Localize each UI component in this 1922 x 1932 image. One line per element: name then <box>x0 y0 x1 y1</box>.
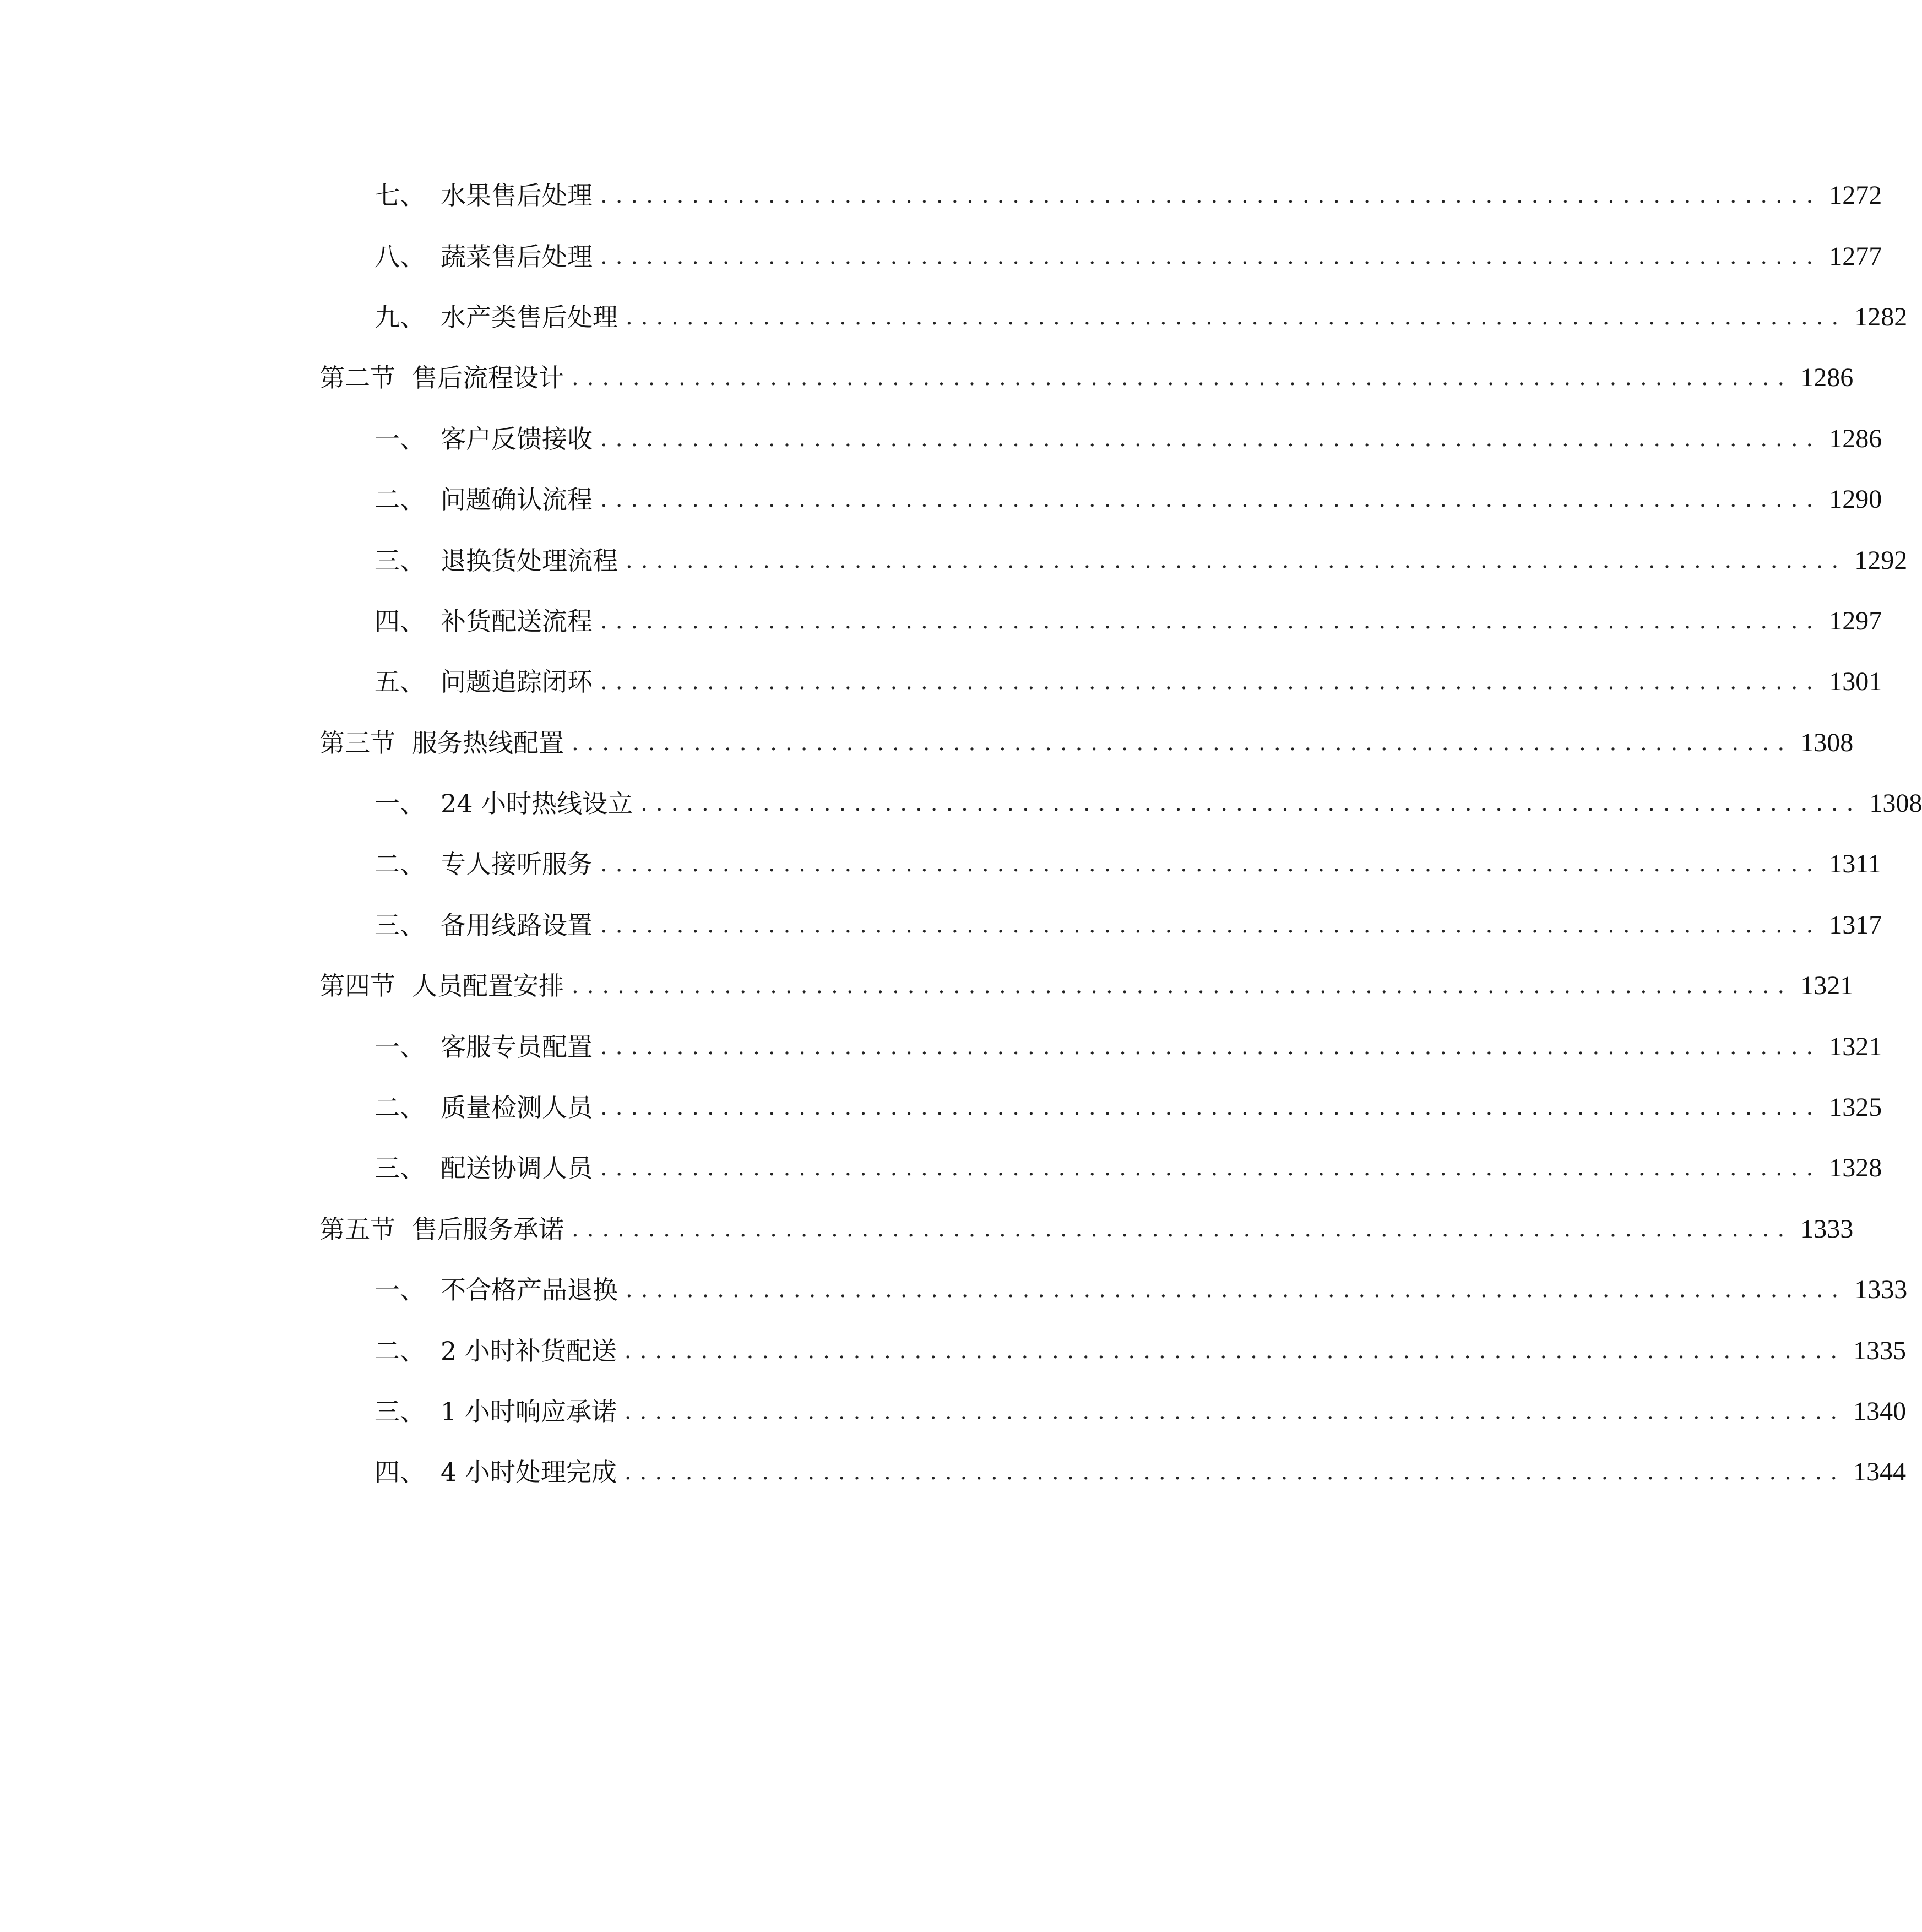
toc-page-number: 1272 <box>1829 181 1882 210</box>
toc-entry-number: 九、 <box>374 302 425 332</box>
toc-entry-title: 蔬菜售后处理 <box>441 241 593 272</box>
toc-entry-number: 三、 <box>374 545 425 576</box>
dot-leader: ................................................................................ <box>600 912 1822 938</box>
table-of-contents <box>0 165 1922 1503</box>
toc-section-title: 售后服务承诺 <box>412 1214 564 1244</box>
toc-entry-label <box>374 910 593 940</box>
toc-section-title: 人员配置安排 <box>412 971 564 1001</box>
dot-leader: ................................................................................ <box>624 1399 1846 1424</box>
toc-entry[interactable] <box>0 1138 1882 1198</box>
toc-entry-number: 一、 <box>374 1275 425 1305</box>
toc-entry-title: 客户反馈接收 <box>441 424 593 454</box>
toc-entry-label <box>374 1277 618 1303</box>
toc-page-number: 1344 <box>1853 1457 1907 1487</box>
toc-entry-label <box>374 241 593 272</box>
toc-page-number: 1277 <box>1829 241 1882 271</box>
toc-entry[interactable] <box>0 1381 1907 1442</box>
toc-section-entry[interactable] <box>0 348 1854 408</box>
toc-page-number: 1292 <box>1854 545 1908 575</box>
dot-leader: ................................................................................ <box>600 851 1822 877</box>
toc-entry-number: 一、 <box>374 789 425 819</box>
toc-section-number: 第五节 <box>319 1214 395 1244</box>
toc-entry-number: 三、 <box>374 1153 425 1184</box>
dot-leader: ................................................................................ <box>624 1459 1846 1485</box>
toc-section-entry[interactable] <box>0 1199 1854 1260</box>
dot-leader: ................................................................................ <box>600 1095 1822 1121</box>
toc-page-number: 1301 <box>1829 667 1882 697</box>
toc-entry-label <box>374 1153 593 1184</box>
toc-entry-label <box>374 789 633 819</box>
toc-entry[interactable] <box>0 591 1882 652</box>
toc-page-number: 1308 <box>1800 728 1854 757</box>
toc-entry[interactable] <box>0 226 1882 286</box>
dot-leader: ................................................................................ <box>640 791 1862 817</box>
toc-section-entry[interactable] <box>0 713 1854 773</box>
toc-entry-number: 二、 <box>374 1093 425 1123</box>
dot-leader: ................................................................................ <box>626 304 1847 330</box>
toc-entry-title: 退换货处理流程 <box>441 545 618 576</box>
dot-leader: ................................................................................ <box>572 365 1793 391</box>
toc-entry-number: 二、 <box>374 849 425 880</box>
toc-entry-label <box>319 363 564 393</box>
toc-entry[interactable] <box>0 1077 1882 1138</box>
toc-entry-title: 水产类售后处理 <box>441 302 618 332</box>
dot-leader: ................................................................................ <box>600 669 1822 695</box>
toc-entry-number: 三、 <box>374 910 425 940</box>
toc-entry[interactable] <box>0 773 1922 834</box>
toc-entry-number: 三、 <box>374 1397 425 1426</box>
toc-entry-number: 二、 <box>374 1336 425 1366</box>
toc-entry-label <box>374 1093 593 1123</box>
dot-leader: ................................................................................ <box>626 1277 1847 1303</box>
toc-entry[interactable] <box>0 1442 1907 1502</box>
toc-entry-label <box>374 849 593 880</box>
toc-section-entry[interactable] <box>0 956 1854 1016</box>
dot-leader: ................................................................................ <box>572 730 1793 756</box>
dot-leader: ................................................................................ <box>624 1338 1846 1364</box>
toc-entry[interactable] <box>0 895 1882 956</box>
toc-entry[interactable] <box>0 409 1882 469</box>
toc-entry-title: 2 小时补货配送 <box>441 1336 617 1366</box>
toc-entry-title: 1 小时响应承诺 <box>441 1397 617 1426</box>
toc-entry-number: 七、 <box>374 181 425 211</box>
toc-entry-number: 一、 <box>374 1032 425 1062</box>
toc-page-number: 1335 <box>1853 1336 1907 1365</box>
toc-entry-label <box>374 302 618 332</box>
toc-entry-label <box>374 426 593 452</box>
toc-entry-number: 二、 <box>374 485 425 515</box>
toc-page-number: 1321 <box>1829 1032 1882 1061</box>
toc-entry-title: 4 小时处理完成 <box>441 1457 617 1488</box>
toc-page-number: 1333 <box>1800 1214 1854 1244</box>
toc-page-number: 1286 <box>1800 363 1854 393</box>
toc-entry[interactable] <box>0 1260 1908 1320</box>
toc-page-number: 1321 <box>1800 971 1854 1001</box>
dot-leader: ................................................................................ <box>600 243 1822 269</box>
toc-entry-title: 24 小时热线设立 <box>441 789 633 819</box>
toc-page-number: 1333 <box>1854 1275 1908 1305</box>
toc-entry-title: 备用线路设置 <box>441 910 593 940</box>
toc-entry[interactable] <box>0 1320 1907 1381</box>
toc-page-number: 1286 <box>1829 424 1882 453</box>
toc-entry[interactable] <box>0 165 1882 226</box>
toc-page-number: 1282 <box>1854 302 1908 332</box>
toc-entry-title: 不合格产品退换 <box>441 1275 618 1305</box>
toc-entry-number: 八、 <box>374 241 425 272</box>
toc-entry-label <box>374 606 593 636</box>
toc-entry-title: 客服专员配置 <box>441 1032 593 1062</box>
dot-leader: ................................................................................ <box>600 1034 1822 1060</box>
toc-page-number: 1297 <box>1829 606 1882 636</box>
dot-leader: ................................................................................ <box>600 608 1822 634</box>
toc-entry[interactable] <box>0 530 1908 590</box>
toc-page-number: 1340 <box>1853 1397 1907 1426</box>
toc-entry-title: 问题确认流程 <box>441 485 593 515</box>
toc-section-title: 售后流程设计 <box>412 363 564 393</box>
toc-entry-label <box>319 1214 564 1244</box>
toc-entry-label <box>319 730 564 756</box>
dot-leader: ................................................................................ <box>600 426 1822 452</box>
toc-section-title: 服务热线配置 <box>412 728 564 758</box>
toc-entry[interactable] <box>0 652 1882 712</box>
dot-leader: ................................................................................ <box>600 1155 1822 1181</box>
toc-section-number: 第二节 <box>319 363 395 393</box>
toc-section-number: 第三节 <box>319 728 395 758</box>
toc-entry-title: 补货配送流程 <box>441 606 593 636</box>
dot-leader: ................................................................................ <box>600 487 1822 513</box>
toc-page-number: 1311 <box>1829 849 1881 879</box>
toc-entry-label <box>374 485 593 515</box>
toc-page-number: 1317 <box>1829 910 1882 940</box>
toc-page-number: 1325 <box>1829 1093 1882 1122</box>
toc-entry-label <box>374 667 593 697</box>
toc-entry-number: 五、 <box>374 667 425 697</box>
toc-entry[interactable] <box>0 287 1908 348</box>
toc-page-number: 1308 <box>1869 789 1922 818</box>
toc-entry[interactable] <box>0 834 1881 894</box>
toc-entry[interactable] <box>0 469 1882 530</box>
dot-leader: ................................................................................ <box>572 1216 1793 1242</box>
toc-page-number: 1328 <box>1829 1153 1882 1183</box>
toc-entry-number: 四、 <box>374 1457 425 1488</box>
dot-leader: ................................................................................ <box>600 183 1822 209</box>
toc-entry-number: 四、 <box>374 606 425 636</box>
toc-page-number: 1290 <box>1829 485 1882 514</box>
toc-entry-title: 问题追踪闭环 <box>441 667 593 697</box>
toc-entry-title: 配送协调人员 <box>441 1153 593 1184</box>
toc-entry-title: 水果售后处理 <box>441 181 593 211</box>
toc-entry-label <box>374 1399 617 1424</box>
toc-entry-number: 一、 <box>374 424 425 454</box>
toc-entry-label <box>374 545 618 576</box>
toc-entry-label <box>374 1034 593 1060</box>
toc-entry[interactable] <box>0 1016 1882 1077</box>
dot-leader: ................................................................................ <box>626 547 1847 573</box>
toc-section-number: 第四节 <box>319 971 395 1001</box>
toc-entry-title: 质量检测人员 <box>441 1093 593 1123</box>
dot-leader: ................................................................................ <box>572 973 1793 999</box>
toc-entry-label <box>319 971 564 1001</box>
toc-entry-title: 专人接听服务 <box>441 849 593 880</box>
toc-entry-label <box>374 181 593 211</box>
toc-entry-label <box>374 1338 617 1364</box>
toc-entry-label <box>374 1457 617 1488</box>
